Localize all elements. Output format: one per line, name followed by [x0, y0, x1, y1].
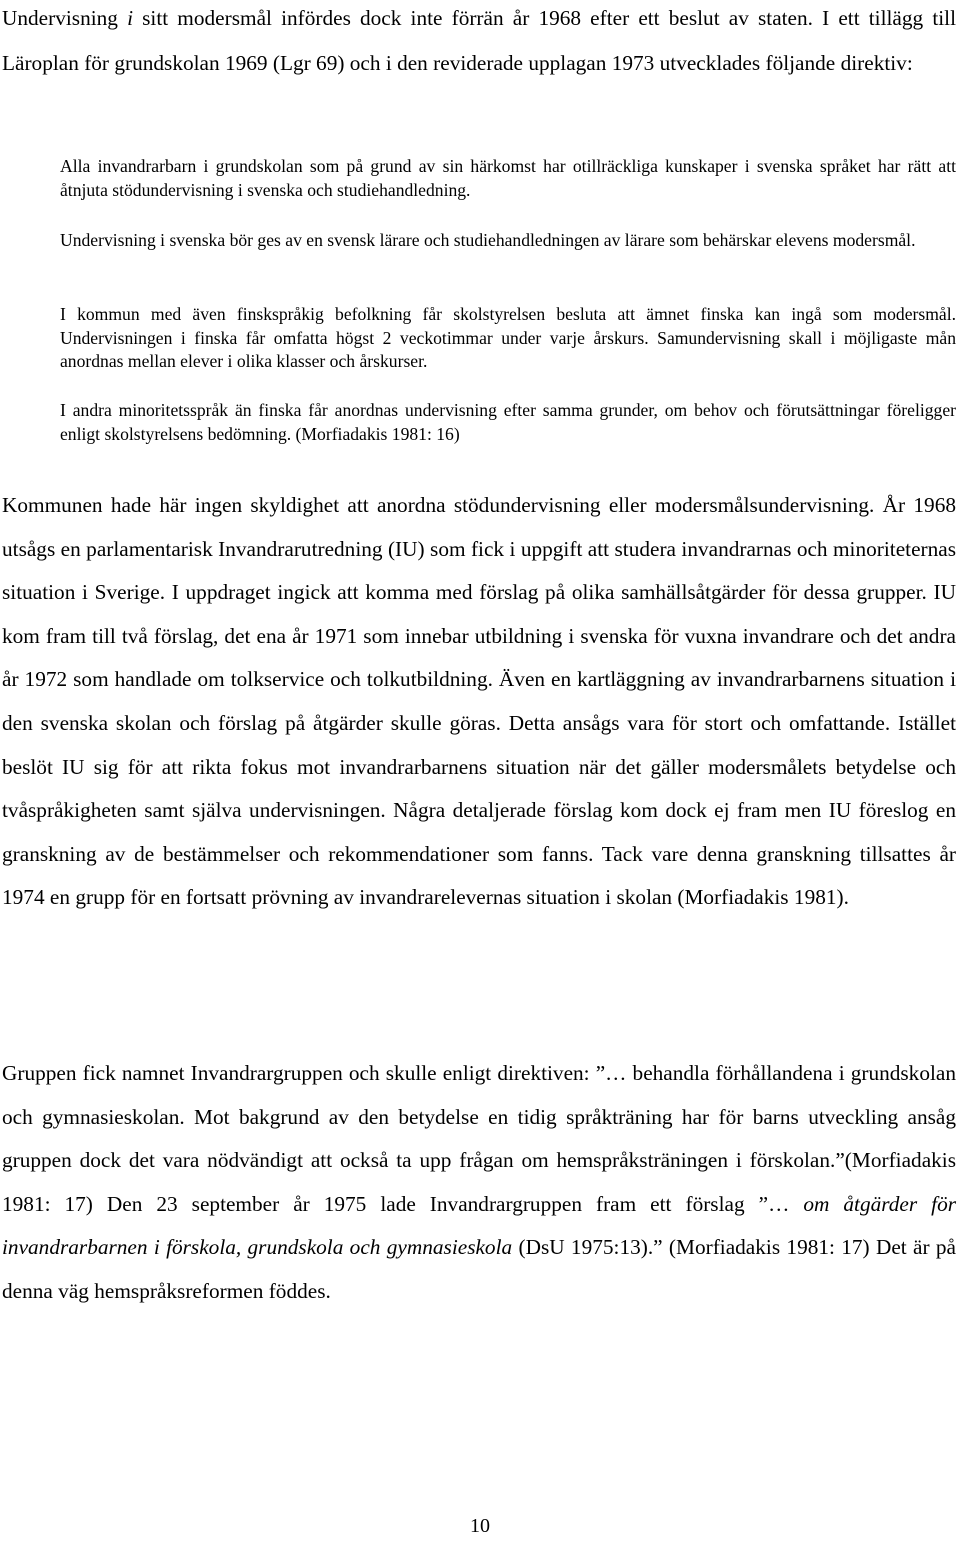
body-2-italic-title: om åtgärder för invandrarbarnen i förskola, grundskola och gymnasieskola: [2, 1191, 957, 1260]
quote-paragraph-2: Undervisning i svenska bör ges av en svensk lärare och studiehandledningen av lärare som behärskar elevens modersmål.: [60, 230, 916, 250]
page-number: 10: [470, 1515, 490, 1537]
quote-paragraph-3: I kommun med även finskspråkig befolkning får skolstyrelsen besluta att ämnet finska kan ingå som modersmål. Undervisningen i finska får omfatta högst 2 veckotimmar under varje årskurs. Samundervisning skall i möjligaste mån anordnas mellan elever i olika klasser och årskurser.: [60, 304, 956, 372]
intro-text-start: Undervisning: [2, 6, 128, 30]
intro-text-end: sitt modersmål infördes dock inte förrän år 1968 efter ett beslut av staten. I ett tillägg till Läroplan för grundskolan 1969 (Lgr 69) och i den reviderade upplagan 1973 utvecklades följande direktiv:: [2, 6, 956, 75]
quote-paragraph-1: Alla invandrarbarn i grundskolan som på grund av sin härkomst har otillräckliga kunskaper i svenska språket har rätt att åtnjuta stödundervisning i svenska och studiehandledning.: [60, 156, 956, 200]
body-paragraph-2: [2, 1052, 956, 1314]
intro-italic-word: i: [127, 6, 133, 30]
body-2-text-end: (DsU 1975:13).” (Morfiadakis 1981: 17) Det är på denna väg hemspråksreformen föddes.: [2, 1235, 957, 1303]
body-2-text-start: Gruppen fick namnet Invandrargruppen och skulle enligt direktiven: ”… behandla förhållandena i grundskolan och gymnasieskolan. Mot bakgrund av den betydelse en tidig språkträning har för barns utveckling ansåg gruppen dock det vara nödvändigt att också ta upp frågan om hemspråksträningen i förskolan.”(Morfiadakis 1981: 17) Den 23 september år 1975 lade Invandrargruppen fram ett förslag ”…: [2, 1061, 956, 1216]
body-paragraph-1: Kommunen hade här ingen skyldighet att anordna stödundervisning eller modersmålsundervisning. År 1968 utsågs en parlamentarisk Invandrarutredning (IU) som fick i uppgift att studera invandrarnas och minoriteternas situation i Sverige. I uppdraget ingick att komma med förslag på olika samhällsåtgärder för dessa grupper. IU kom fram till två förslag, det ena år 1971 som innebar utbildning i svenska för vuxna invandrare och det andra år 1972 som handlade om tolkservice och tolkutbildning. Även en kartläggning av invandrarbarnens situation i den svenska skolan och förslag på åtgärder skulle göras. Detta ansågs vara för stort och omfattande. Istället beslöt IU sig för att rikta fokus mot invandrarbarnens situation när det gäller modersmålets betydelse och tvåspråkigheten samt själva undervisningen. Några detaljerade förslag kom dock ej fram men IU föreslog en granskning av de bestämmelser och rekommendationer som fanns. Tack vare denna granskning tillsattes år 1974 en grupp för en fortsatt prövning av invandrarelevernas situation i skolan (Morfiadakis 1981).: [2, 493, 956, 910]
quote-paragraph-4: I andra minoritetsspråk än finska får anordnas undervisning efter samma grunder, om behov och förutsättningar föreligger enligt skolstyrelsens bedömning. (Morfiadakis 1981: 16): [60, 400, 956, 444]
intro-paragraph: [2, 0, 956, 85]
